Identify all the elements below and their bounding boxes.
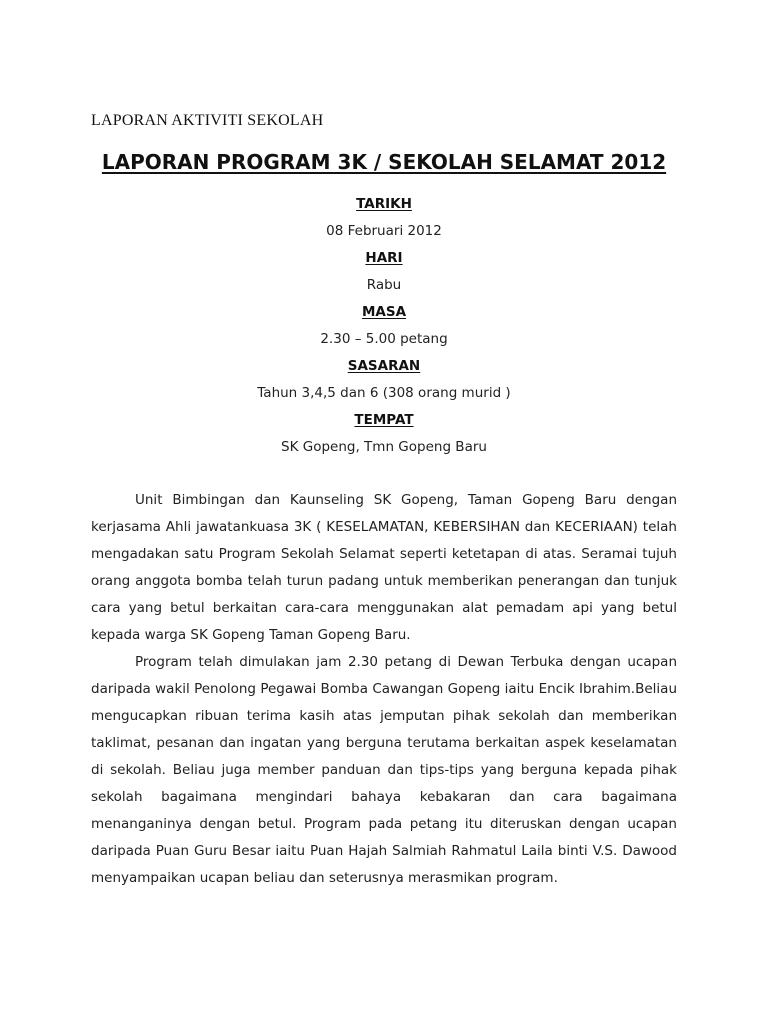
report-paragraph-2: Program telah dimulakan jam 2.30 petang di Dewan Terbuka dengan ucapan daripada wakil Penolong Pegawai Bomba Cawangan Gopeng iaitu Encik Ibrahim.Beliau mengucapkan ribuan terima kasih atas jemputan pihak sekolah dan memberikan taklimat, pesanan dan ingatan yang berguna terutama berkaitan aspek keselamatan di sekolah. Beliau juga member panduan dan tips-tips yang berguna kepada pihak sekolah bagaimana mengindari bahaya kebakaran dan cara bagaimana menanganinya dengan betul. Program pada petang itu diteruskan dengan ucapan daripada Puan Guru Besar iaitu Puan Hajah Salmiah Rahmatul Laila binti V.S. Dawood menyampaikan ucapan beliau dan seterusnya merasmikan program. [91, 654, 677, 886]
report-paragraph-1: Unit Bimbingan dan Kaunseling SK Gopeng, Taman Gopeng Baru dengan kerjasama Ahli jawatankuasa 3K ( KESELAMATAN, KEBERSIHAN dan KECERIAAN) telah mengadakan satu Program Sekolah Selamat seperti ketetapan di atas. Seramai tujuh orang anggota bomba telah turun padang untuk memberikan penerangan dan tunjuk cara yang betul berkaitan cara-cara menggunakan alat pemadam api yang betul kepada warga SK Gopeng Taman Gopeng Baru. [91, 492, 677, 643]
detail-label-day: HARI [365, 250, 403, 266]
report-body [91, 487, 677, 892]
detail-value-time-row [0, 328, 768, 355]
event-details [0, 193, 768, 463]
detail-label-date-row [0, 193, 768, 220]
detail-label-place-row [0, 409, 768, 436]
detail-value-date: 08 Februari 2012 [326, 223, 442, 239]
detail-value-target: Tahun 3,4,5 dan 6 (308 orang murid ) [257, 385, 511, 401]
detail-label-time-row [0, 301, 768, 328]
detail-label-time: MASA [361, 304, 407, 320]
detail-label-target-row [0, 355, 768, 382]
document-header: LAPORAN AKTIVITI SEKOLAH [91, 112, 324, 129]
detail-label-place: TEMPAT [354, 412, 414, 428]
detail-value-target-row [0, 382, 768, 409]
detail-label-day-row [0, 247, 768, 274]
detail-value-date-row [0, 220, 768, 247]
detail-label-target: SASARAN [347, 358, 421, 374]
detail-label-date: TARIKH [356, 196, 412, 212]
detail-value-place-row [0, 436, 768, 463]
detail-value-time: 2.30 – 5.00 petang [320, 331, 448, 347]
detail-value-day-row [0, 274, 768, 301]
detail-value-place: SK Gopeng, Tmn Gopeng Baru [281, 439, 487, 455]
detail-value-day: Rabu [366, 277, 402, 293]
document-title: LAPORAN PROGRAM 3K / SEKOLAH SELAMAT 2012 [101, 150, 667, 174]
